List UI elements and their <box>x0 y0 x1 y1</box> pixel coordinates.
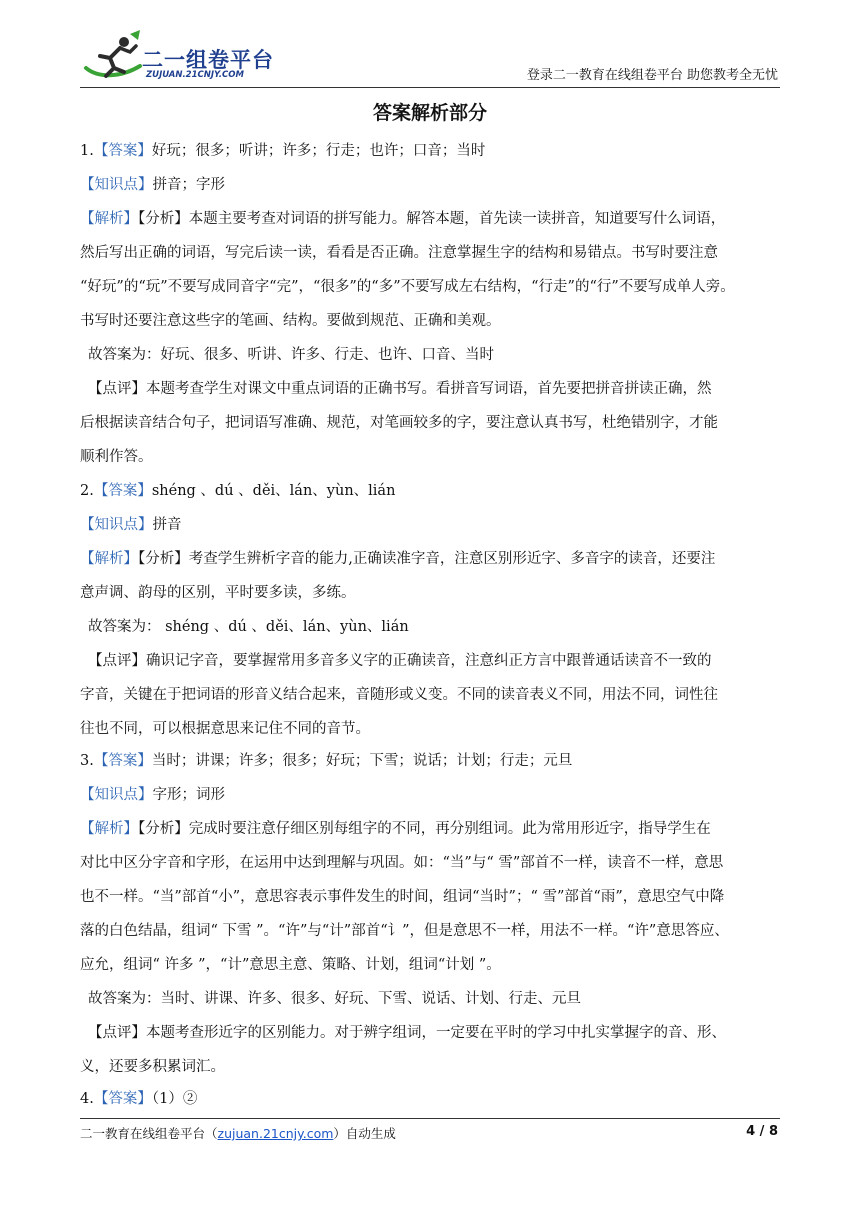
knowledge-tag: 【知识点】 <box>80 787 153 803</box>
page-header <box>80 28 780 86</box>
analysis-tag: 【解析】 <box>80 211 138 227</box>
q2-comment-line-1: 【点评】确识记字音，要掌握常用多音多义字的正确读音，注意纠正方言中跟普通话读音不一致的 <box>88 653 712 669</box>
runner-logo-icon <box>80 28 144 86</box>
q1-analysis-line-4: 书写时还要注意这些字的笔画、结构。要做到规范、正确和美观。 <box>80 313 501 329</box>
logo-subtitle: ZUJUAN.21CNJY.COM <box>146 70 244 80</box>
analysis-tag: 【解析】 <box>80 821 138 837</box>
knowledge-tag: 【知识点】 <box>80 517 153 533</box>
answer-tag: 【答案】 <box>93 483 152 499</box>
q3-analysis-line-2: 对比中区分字音和字形，在运用中达到理解与巩固。如：“当”与“ 雪”部首不一样，读音不一样，意思 <box>80 855 724 871</box>
q3-knowledge-point <box>80 783 784 804</box>
page-number: 4 / 8 <box>746 1124 778 1139</box>
q4-number: 4. <box>80 1091 94 1107</box>
q2-analysis-line-2: 意声调、韵母的区别，平时要多读，多练。 <box>80 585 356 601</box>
q1-answer <box>80 139 784 160</box>
q2-number: 2. <box>80 483 94 499</box>
page-title: 答案解析部分 <box>372 102 487 124</box>
q1-knowledge-point <box>80 173 784 194</box>
q2-kp-text: 拼音 <box>152 517 182 533</box>
knowledge-tag: 【知识点】 <box>80 177 153 193</box>
q1-answer-text: 好玩；很多；听讲；许多；行走；也许；口音；当时 <box>151 143 486 159</box>
q1-analysis-line-3: “好玩”的“玩”不要写成同音字“完”，“很多”的“多”不要写成左右结构，“行走”的“行”不要写成单人旁。 <box>80 279 735 295</box>
q3-kp-text: 字形；词形 <box>152 787 225 803</box>
q3-comment-line-2: 义，还要多积累词汇。 <box>80 1059 225 1075</box>
answer-tag: 【答案】 <box>93 143 152 159</box>
q4-answer-text: （1）② <box>151 1091 198 1107</box>
q3-answer <box>80 749 784 770</box>
q2-knowledge-point <box>80 513 784 534</box>
footer-suffix: ）自动生成 <box>333 1126 396 1141</box>
footer-prefix: 二一教育在线组卷平台（ <box>80 1126 218 1141</box>
logo[interactable] <box>80 28 280 86</box>
q3-analysis-text-1: 【分析】完成时要注意仔细区别每组字的不同，再分别组词。此为常用形近字，指导学生在 <box>138 821 711 837</box>
q1-kp-text: 拼音；字形 <box>152 177 225 193</box>
q2-answer-text: shéng 、dú 、děi、lán、yùn、lián <box>151 483 396 499</box>
footer-link[interactable]: zujuan.21cnjy.com <box>217 1126 334 1141</box>
q3-analysis-line-3: 也不一样。“当”部首“小”，意思容表示事件发生的时间，组词“当时”；“ 雪”部首“雨”，意思空气中降 <box>80 889 725 905</box>
q2-comment-line-2: 字音，关键在于把词语的形音义结合起来，音随形或义变。不同的读音表义不同，用法不同，词性往 <box>80 687 718 703</box>
q1-final-answer: 故答案为：好玩、很多、听讲、许多、行走、也许、口音、当时 <box>88 347 494 363</box>
q3-analysis-line-5: 应允，组词“ 许多 ”，“计”意思主意、策略、计划，组词“计划 ”。 <box>80 957 501 973</box>
q4-answer <box>80 1087 784 1108</box>
q2-final-answer: 故答案为： shéng 、dú 、děi、lán、yùn、lián <box>88 619 409 635</box>
q1-analysis-line-2: 然后写出正确的词语，写完后读一读，看看是否正确。注意掌握生字的结构和易错点。书写时要注意 <box>80 245 718 261</box>
q3-analysis-line-4: 落的白色结晶，组词“ 下雪 ”。“许”与“计”部首“讠”，但是意思不一样，用法不一样。“许”意思答应、 <box>80 923 729 939</box>
q1-analysis-text-1: 【分析】本题主要考查对词语的拼写能力。解答本题，首先读一读拼音，知道要写什么词语， <box>138 211 726 227</box>
q3-analysis-line-1 <box>80 817 784 838</box>
analysis-tag: 【解析】 <box>80 551 138 567</box>
q3-number: 3. <box>80 753 94 769</box>
q3-answer-text: 当时；讲课；许多；很多；好玩；下雪；说话；计划；行走；元旦 <box>151 753 573 769</box>
q1-comment-line-3: 顺利作答。 <box>80 449 153 465</box>
header-divider <box>80 87 780 88</box>
q3-final-answer: 故答案为：当时、讲课、许多、很多、好玩、下雪、说话、计划、行走、元旦 <box>88 991 581 1007</box>
q1-number: 1. <box>80 143 94 159</box>
answer-tag: 【答案】 <box>93 753 152 769</box>
logo-title: 二一组卷平台 <box>142 48 274 72</box>
footer-divider <box>80 1118 780 1119</box>
q1-comment-line-1: 【点评】本题考查学生对课文中重点词语的正确书写。看拼音写词语，首先要把拼音拼读正确，然 <box>88 381 712 397</box>
q2-analysis-line-1 <box>80 547 784 568</box>
q2-analysis-text-1: 【分析】考查学生辨析字音的能力,正确读准字音，注意区别形近字、多音字的读音，还要注 <box>138 551 716 567</box>
q2-answer <box>80 479 784 500</box>
q1-comment-line-2: 后根据读音结合句子，把词语写准确、规范，对笔画较多的字，要注意认真书写，杜绝错别字，才能 <box>80 415 718 431</box>
q1-analysis-line-1 <box>80 207 784 228</box>
q3-comment-line-1: 【点评】本题考查形近字的区别能力。对于辨字组词，一定要在平时的学习中扎实掌握字的音、形、 <box>88 1025 726 1041</box>
q2-comment-line-3: 往也不同，可以根据意思来记住不同的音节。 <box>80 721 370 737</box>
answer-tag: 【答案】 <box>93 1091 152 1107</box>
header-slogan: 登录二一教育在线组卷平台 助您教考全无忧 <box>526 68 778 83</box>
footer <box>80 1124 396 1142</box>
